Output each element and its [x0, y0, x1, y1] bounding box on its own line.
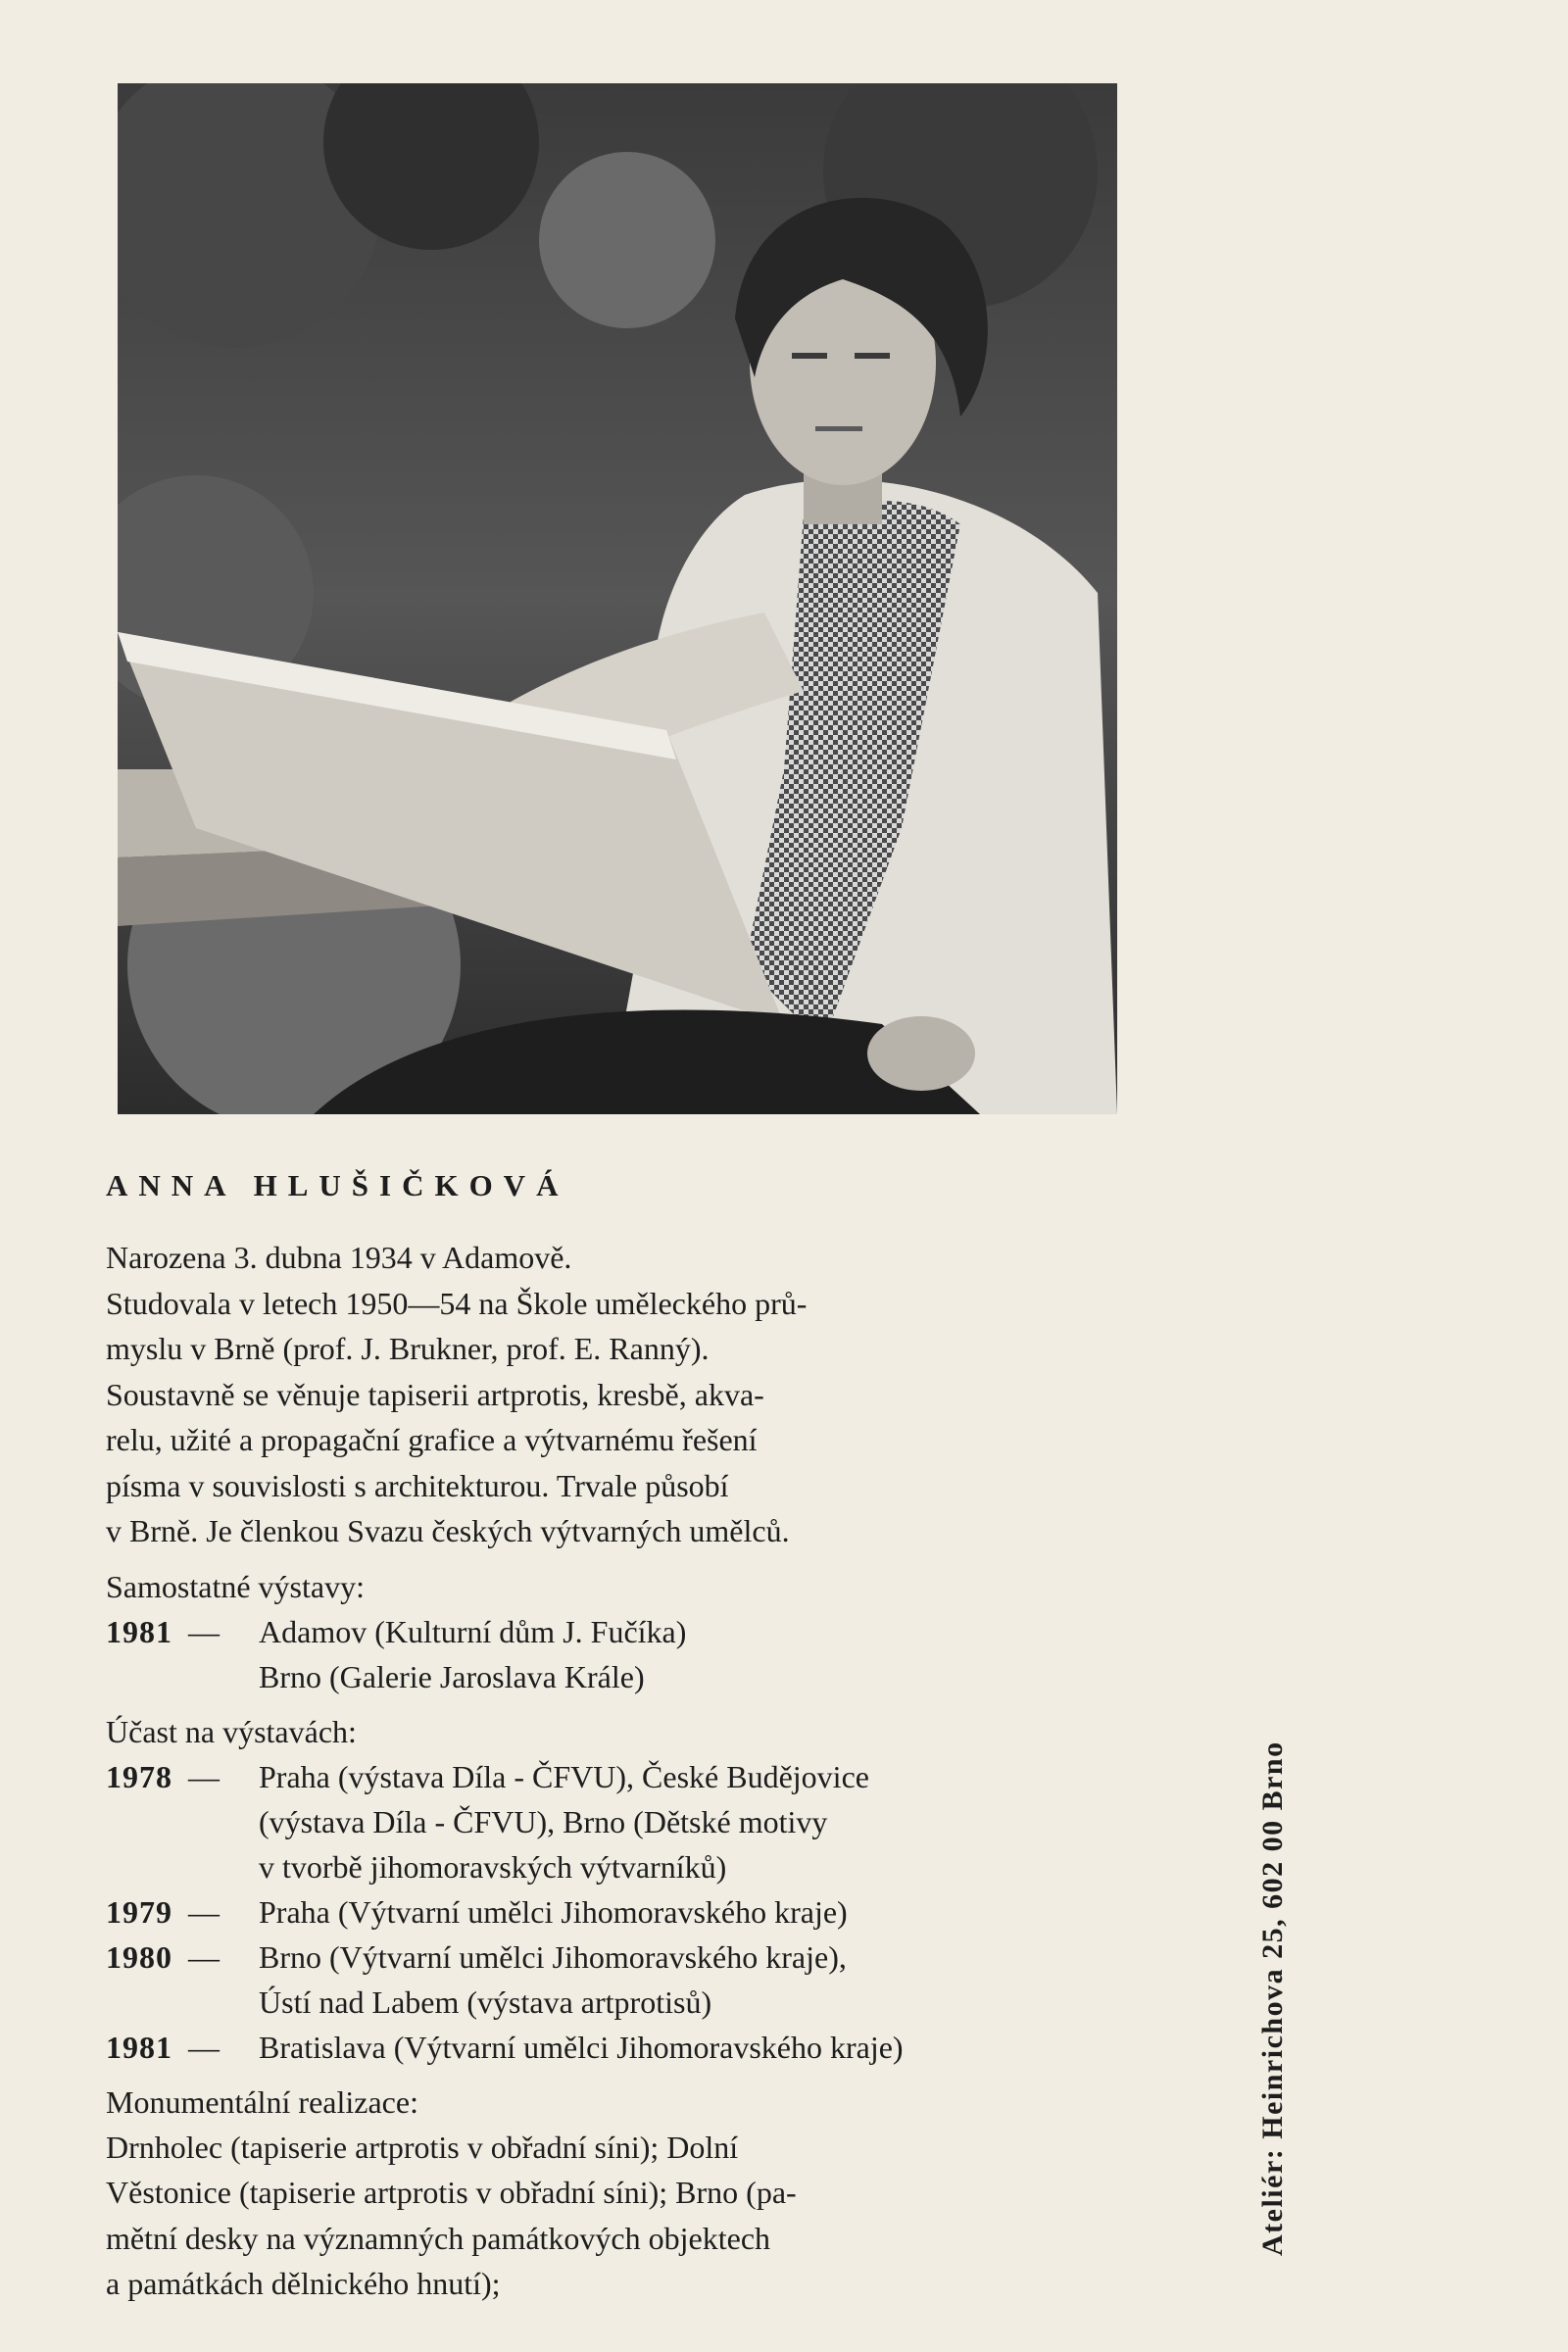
- monument-line: mětní desky na významných památkových objektech: [106, 2220, 771, 2256]
- exhibition-year: 1981: [106, 2029, 172, 2065]
- exhibition-line: Ústí nad Labem (výstava artprotisů): [259, 1984, 712, 2020]
- exhibition-line: Bratislava (Výtvarní umělci Jihomoravského kraje): [259, 2029, 904, 2065]
- exhibition-entry: [106, 1935, 1184, 2025]
- portrait-photo-icon: [118, 83, 1117, 1114]
- bio-line: Soustavně se věnuje tapiserii artprotis, kresbě, akva-: [106, 1376, 764, 1412]
- bio-line: v Brně. Je členkou Svazu českých výtvarných umělců.: [106, 1513, 790, 1548]
- bio-line: písma v souvislosti s architekturou. Trvale působí: [106, 1467, 729, 1503]
- group-exhibitions-heading: Účast na výstavách:: [106, 1713, 357, 1749]
- exhibition-line: (výstava Díla - ČFVU), Brno (Dětské motivy: [259, 1803, 828, 1839]
- dash: —: [188, 1613, 220, 1649]
- exhibition-year: 1981: [106, 1613, 172, 1649]
- monumental-works-heading: Monumentální realizace:: [106, 2083, 418, 2120]
- monumental-works-paragraph: [106, 2125, 1184, 2307]
- exhibition-year: 1978: [106, 1758, 172, 1794]
- artist-name: ANNA HLUŠIČKOVÁ: [106, 1168, 569, 1202]
- exhibition-text: [259, 1935, 1184, 2025]
- monument-line: Drnholec (tapiserie artprotis v obřadní síni); Dolní: [106, 2129, 739, 2165]
- exhibition-entry: [106, 1609, 1184, 1699]
- exhibition-year: 1979: [106, 1893, 172, 1930]
- solo-exhibitions-heading: Samostatné výstavy:: [106, 1568, 365, 1604]
- dash: —: [188, 1938, 220, 1975]
- exhibition-year: 1980: [106, 1938, 172, 1975]
- monument-line: Věstonice (tapiserie artprotis v obřadní síni); Brno (pa-: [106, 2175, 797, 2210]
- dash: —: [188, 2029, 220, 2065]
- biography-section: [106, 1166, 1184, 2307]
- exhibition-line: Brno (Výtvarní umělci Jihomoravského kraje),: [259, 1938, 847, 1975]
- bio-line: Studovala v letech 1950—54 na Škole uměleckého prů-: [106, 1285, 808, 1321]
- exhibition-line: v tvorbě jihomoravských výtvarníků): [259, 1848, 727, 1885]
- exhibition-text: [259, 1754, 1184, 1889]
- exhibition-text: [259, 2025, 1184, 2070]
- studio-address: Ateliér: Heinrichova 25, 602 00 Brno: [1256, 1740, 1289, 2256]
- exhibition-line: Brno (Galerie Jaroslava Krále): [259, 1658, 645, 1694]
- exhibition-line: Praha (Výtvarní umělci Jihomoravského kraje): [259, 1893, 848, 1930]
- bio-paragraph: [106, 1235, 1184, 1554]
- exhibition-line: Adamov (Kulturní dům J. Fučíka): [259, 1613, 687, 1649]
- dash: —: [188, 1758, 220, 1794]
- bio-line: myslu v Brně (prof. J. Brukner, prof. E. Ranný).: [106, 1331, 710, 1366]
- exhibition-entry: [106, 2025, 1184, 2070]
- portrait-photo: [118, 83, 1117, 1114]
- dash: —: [188, 1893, 220, 1930]
- exhibition-entry: [106, 1754, 1184, 1889]
- bio-line: Narozena 3. dubna 1934 v Adamově.: [106, 1240, 572, 1275]
- exhibition-text: [259, 1609, 1184, 1699]
- monument-line: a památkách dělnického hnutí);: [106, 2266, 501, 2301]
- exhibition-entry: [106, 1889, 1184, 1935]
- bio-line: relu, užité a propagační grafice a výtvarnému řešení: [106, 1422, 758, 1457]
- exhibition-line: Praha (výstava Díla - ČFVU), České Budějovice: [259, 1758, 869, 1794]
- exhibition-text: [259, 1889, 1184, 1935]
